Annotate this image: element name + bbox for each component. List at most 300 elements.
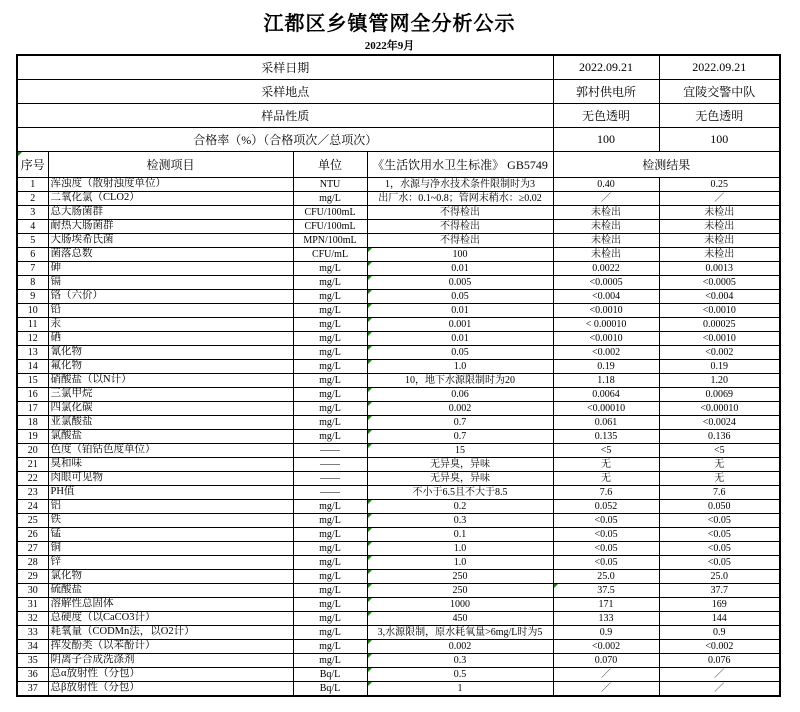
item-standard: 450 [367,612,553,626]
result-value-2: 无 [659,458,780,472]
result-value-1: 0.40 [553,178,659,192]
item-standard: 0.06 [367,388,553,402]
excel-error-marker-icon [368,444,372,448]
info-row-pass-rate [17,128,780,152]
item-standard: 0.002 [367,402,553,416]
result-value-2: <0.0010 [659,304,780,318]
item-unit: mg/L [293,388,367,402]
result-value-2: <0.00010 [659,402,780,416]
result-value-1: 0.061 [553,416,659,430]
excel-error-marker-icon [368,276,372,280]
item-unit: mg/L [293,360,367,374]
result-value-2: <0.004 [659,290,780,304]
item-standard: 0.002 [367,640,553,654]
excel-error-marker-icon [368,402,372,406]
table-row [17,430,780,444]
item-name: 汞 [48,318,293,332]
item-name: 溶解性总固体 [48,598,293,612]
info-value-2: 100 [659,128,780,152]
item-standard: 不得检出 [367,234,553,248]
row-number: 1 [17,178,48,192]
item-name: 硝酸盐（以N计） [48,374,293,388]
row-number: 16 [17,388,48,402]
results-body [17,178,780,697]
item-standard: 不得检出 [367,220,553,234]
table-row [17,528,780,542]
result-value-1: <0.0005 [553,276,659,290]
item-standard: 0.3 [367,514,553,528]
info-value-2: 宜陵交警中队 [659,80,780,104]
row-number: 33 [17,626,48,640]
item-name: 总β放射性（分包） [48,682,293,697]
result-value-1: 未检出 [553,248,659,262]
result-value-1: 1.18 [553,374,659,388]
result-value-2: <0.05 [659,528,780,542]
excel-error-marker-icon [368,318,372,322]
item-name: 四氯化碳 [48,402,293,416]
item-unit: mg/L [293,318,367,332]
item-unit: —— [293,444,367,458]
excel-error-marker-icon [368,262,372,266]
row-number: 15 [17,374,48,388]
table-row [17,402,780,416]
item-standard: 0.3 [367,654,553,668]
col-header-no [17,152,48,178]
item-standard: 不得检出 [367,206,553,220]
item-name: 砷 [48,262,293,276]
item-unit: mg/L [293,654,367,668]
info-value-1: 2022.09.21 [553,55,659,80]
row-number: 37 [17,682,48,697]
item-unit: mg/L [293,626,367,640]
item-unit: CFU/100mL [293,220,367,234]
item-unit: CFU/100mL [293,206,367,220]
analysis-table [16,54,781,697]
table-row [17,598,780,612]
item-unit: MPN/100mL [293,234,367,248]
row-number: 17 [17,402,48,416]
row-number: 2 [17,192,48,206]
excel-error-marker-icon [368,332,372,336]
row-number: 20 [17,444,48,458]
result-value-1: 未检出 [553,206,659,220]
result-value-1: <0.00010 [553,402,659,416]
info-value-2: 无色透明 [659,104,780,128]
result-value-1: ／ [553,192,659,206]
result-value-1: <0.05 [553,528,659,542]
row-number: 23 [17,486,48,500]
result-value-2: <0.0005 [659,276,780,290]
row-number: 6 [17,248,48,262]
excel-error-marker-icon [368,570,372,574]
item-standard: 0.001 [367,318,553,332]
result-value-1: 0.9 [553,626,659,640]
result-value-1: <0.002 [553,346,659,360]
table-row [17,332,780,346]
excel-error-marker-icon [368,654,372,658]
item-unit: —— [293,486,367,500]
table-row [17,444,780,458]
result-value-1: 25.0 [553,570,659,584]
table-row [17,612,780,626]
item-standard: 0.5 [367,668,553,682]
item-standard: 1.0 [367,360,553,374]
result-value-1: ／ [553,668,659,682]
table-row [17,374,780,388]
result-value-2: ／ [659,192,780,206]
item-unit: —— [293,472,367,486]
item-standard: 0.01 [367,262,553,276]
item-name: 耗氧量（CODMn法，以O2计） [48,626,293,640]
item-standard: 0.2 [367,500,553,514]
result-value-2: <0.0010 [659,332,780,346]
item-name: 二氧化氯（CLO2） [48,192,293,206]
result-value-2: ／ [659,668,780,682]
result-value-1: 7.6 [553,486,659,500]
result-value-2: 0.076 [659,654,780,668]
result-value-1: <0.002 [553,640,659,654]
excel-error-marker-icon [368,682,372,686]
result-value-1: 133 [553,612,659,626]
excel-error-marker-icon [368,500,372,504]
excel-error-marker-icon [368,668,372,672]
item-name: 铁 [48,514,293,528]
table-row [17,486,780,500]
result-value-2: 未检出 [659,206,780,220]
item-name: 阴离子合成洗涤剂 [48,654,293,668]
item-unit: mg/L [293,290,367,304]
result-value-1: <5 [553,444,659,458]
item-name: 大肠埃希氏菌 [48,234,293,248]
excel-error-marker-icon [368,430,372,434]
col-header-standard: 《生活饮用水卫生标准》 GB5749 [367,152,553,178]
result-value-1: <0.0010 [553,304,659,318]
item-unit: mg/L [293,640,367,654]
excel-error-marker-icon [368,598,372,602]
info-label: 样品性质 [17,104,553,128]
item-unit: mg/L [293,192,367,206]
item-unit: mg/L [293,570,367,584]
col-header-item: 检测项目 [48,152,293,178]
result-value-1: <0.05 [553,542,659,556]
item-name: 挥发酚类（以苯酚计） [48,640,293,654]
result-value-2: <0.05 [659,514,780,528]
table-row [17,192,780,206]
table-row [17,500,780,514]
result-value-1: <0.004 [553,290,659,304]
col-header-result: 检测结果 [553,152,780,178]
result-value-1: <0.0010 [553,332,659,346]
result-value-2: 0.0069 [659,388,780,402]
result-value-2: ／ [659,682,780,697]
table-row [17,668,780,682]
item-standard: 0.01 [367,332,553,346]
table-row [17,234,780,248]
result-value-2: 0.00025 [659,318,780,332]
item-standard: 1，水源与净水技术条件限制时为3 [367,178,553,192]
item-standard: 10，地下水源限制时为20 [367,374,553,388]
item-name: 总硬度（以CaCO3计） [48,612,293,626]
item-name: 菌落总数 [48,248,293,262]
item-name: 氟化物 [48,360,293,374]
item-name: 镉 [48,276,293,290]
row-number: 8 [17,276,48,290]
item-standard: 0.7 [367,430,553,444]
item-name: 硫酸盐 [48,584,293,598]
table-row [17,290,780,304]
info-value-1: 100 [553,128,659,152]
col-header-unit: 单位 [293,152,367,178]
item-unit: mg/L [293,332,367,346]
item-name: 锰 [48,528,293,542]
item-standard: 1.0 [367,542,553,556]
excel-error-marker-icon [368,416,372,420]
item-unit: mg/L [293,500,367,514]
item-unit: mg/L [293,304,367,318]
item-name: 铬（六价） [48,290,293,304]
result-value-1: <0.05 [553,556,659,570]
result-value-1: 0.135 [553,430,659,444]
info-value-1: 郭村供电所 [553,80,659,104]
result-value-2: 0.050 [659,500,780,514]
table-row [17,220,780,234]
row-number: 11 [17,318,48,332]
result-value-1: < 0.00010 [553,318,659,332]
table-row [17,388,780,402]
row-number: 29 [17,570,48,584]
result-value-1: 未检出 [553,234,659,248]
item-name: 耐热大肠菌群 [48,220,293,234]
table-row [17,178,780,192]
result-value-2: 0.136 [659,430,780,444]
item-standard: 250 [367,570,553,584]
item-standard: 0.05 [367,290,553,304]
result-value-1: ／ [553,682,659,697]
row-number: 9 [17,290,48,304]
item-name: 铅 [48,304,293,318]
table-row [17,276,780,290]
item-unit: mg/L [293,612,367,626]
result-value-1: 0.052 [553,500,659,514]
result-value-1: 未检出 [553,220,659,234]
item-standard: 1.0 [367,556,553,570]
item-unit: mg/L [293,598,367,612]
result-value-1: 0.0064 [553,388,659,402]
excel-error-marker-icon [554,584,558,588]
row-number: 7 [17,262,48,276]
excel-error-marker-icon [368,248,372,252]
item-unit: Bq/L [293,668,367,682]
result-value-1: <0.05 [553,514,659,528]
result-value-2: 37.7 [659,584,780,598]
result-value-2: 0.9 [659,626,780,640]
row-number: 35 [17,654,48,668]
info-label: 采样地点 [17,80,553,104]
col-header-no-label: 序号 [20,158,45,172]
info-value-1: 无色透明 [553,104,659,128]
item-unit: mg/L [293,402,367,416]
info-row-sampling-location [17,80,780,104]
item-standard: 无异臭，异味 [367,458,553,472]
item-name: 总α放射性（分包） [48,668,293,682]
result-value-1: 0.070 [553,654,659,668]
row-number: 24 [17,500,48,514]
row-number: 5 [17,234,48,248]
item-standard: 出厂水：0.1~0.8；管网末稍水：≥0.02 [367,192,553,206]
excel-error-marker-icon [368,556,372,560]
result-value-1: 0.0022 [553,262,659,276]
result-value-2: <0.05 [659,556,780,570]
excel-error-marker-icon [368,388,372,392]
item-standard: 无异臭，异味 [367,472,553,486]
item-name: 肉眼可见物 [48,472,293,486]
item-unit: mg/L [293,346,367,360]
item-name: PH值 [48,486,293,500]
row-number: 36 [17,668,48,682]
excel-error-marker-icon [368,514,372,518]
table-row [17,682,780,697]
result-value-1: 无 [553,472,659,486]
row-number: 31 [17,598,48,612]
item-name: 色度（铂钴色度单位） [48,444,293,458]
item-standard: 0.01 [367,304,553,318]
item-standard: 0.05 [367,346,553,360]
result-value-2: <0.05 [659,542,780,556]
table-row [17,584,780,598]
item-unit: Bq/L [293,682,367,697]
item-name: 三氯甲烷 [48,388,293,402]
result-value-2: <0.0024 [659,416,780,430]
item-unit: mg/L [293,276,367,290]
table-row [17,360,780,374]
column-header-row [17,152,780,178]
item-unit: mg/L [293,430,367,444]
result-value-1: 37.5 [553,584,659,598]
item-standard: 1000 [367,598,553,612]
page-subtitle: 2022年9月 [364,40,415,52]
row-number: 13 [17,346,48,360]
row-number: 34 [17,640,48,654]
table-row [17,346,780,360]
info-row-sample-property [17,104,780,128]
item-unit: NTU [293,178,367,192]
table-row [17,304,780,318]
table-row [17,542,780,556]
table-row [17,416,780,430]
item-name: 氯酸盐 [48,430,293,444]
item-name: 亚氯酸盐 [48,416,293,430]
row-number: 21 [17,458,48,472]
row-number: 4 [17,220,48,234]
result-value-2: 7.6 [659,486,780,500]
result-value-2: 未检出 [659,234,780,248]
item-standard: 100 [367,248,553,262]
item-standard: 1 [367,682,553,697]
result-value-2: 0.19 [659,360,780,374]
item-unit: mg/L [293,528,367,542]
item-unit: —— [293,458,367,472]
excel-error-marker-icon [368,542,372,546]
result-value-2: 无 [659,472,780,486]
item-unit: mg/L [293,542,367,556]
item-name: 浑浊度（散射浊度单位） [48,178,293,192]
item-name: 氯化物 [48,570,293,584]
table-row [17,248,780,262]
item-unit: mg/L [293,416,367,430]
table-row [17,262,780,276]
row-number: 19 [17,430,48,444]
excel-error-marker-icon [368,290,372,294]
info-row-sampling-date [17,55,780,80]
table-row [17,556,780,570]
result-value-2: 144 [659,612,780,626]
item-standard: 15 [367,444,553,458]
result-value-1: 171 [553,598,659,612]
row-number: 14 [17,360,48,374]
excel-error-marker-icon [368,640,372,644]
row-number: 12 [17,332,48,346]
excel-error-marker-icon [368,304,372,308]
excel-error-marker-icon [368,346,372,350]
table-row [17,458,780,472]
excel-error-marker-icon [368,584,372,588]
item-unit: mg/L [293,584,367,598]
info-label: 采样日期 [17,55,553,80]
excel-error-marker-icon [18,152,22,156]
item-unit: mg/L [293,556,367,570]
row-number: 26 [17,528,48,542]
item-unit: CFU/mL [293,248,367,262]
row-number: 18 [17,416,48,430]
report-page [0,7,800,712]
item-name: 氰化物 [48,346,293,360]
item-name: 硒 [48,332,293,346]
item-name: 臭和味 [48,458,293,472]
excel-error-marker-icon [368,612,372,616]
row-number: 28 [17,556,48,570]
item-standard: 250 [367,584,553,598]
result-value-1: 无 [553,458,659,472]
result-value-2: <0.002 [659,640,780,654]
item-standard: 不小于6.5且不大于8.5 [367,486,553,500]
item-standard: 0.7 [367,416,553,430]
table-row [17,570,780,584]
row-number: 22 [17,472,48,486]
excel-error-marker-icon [368,360,372,364]
item-standard: 0.1 [367,528,553,542]
info-label: 合格率（%）（合格项次／总项次） [17,128,553,152]
result-value-1: 0.19 [553,360,659,374]
item-name: 总大肠菌群 [48,206,293,220]
table-row [17,472,780,486]
row-number: 25 [17,514,48,528]
result-value-2: 25.0 [659,570,780,584]
item-unit: mg/L [293,514,367,528]
item-name: 锌 [48,556,293,570]
item-standard: 0.005 [367,276,553,290]
row-number: 32 [17,612,48,626]
table-row [17,514,780,528]
table-row [17,626,780,640]
item-name: 铝 [48,500,293,514]
table-row [17,206,780,220]
page-title: 江都区乡镇管网全分析公示 [263,13,516,35]
result-value-2: 0.25 [659,178,780,192]
row-number: 30 [17,584,48,598]
table-row [17,640,780,654]
result-value-2: <0.002 [659,346,780,360]
item-unit: mg/L [293,374,367,388]
